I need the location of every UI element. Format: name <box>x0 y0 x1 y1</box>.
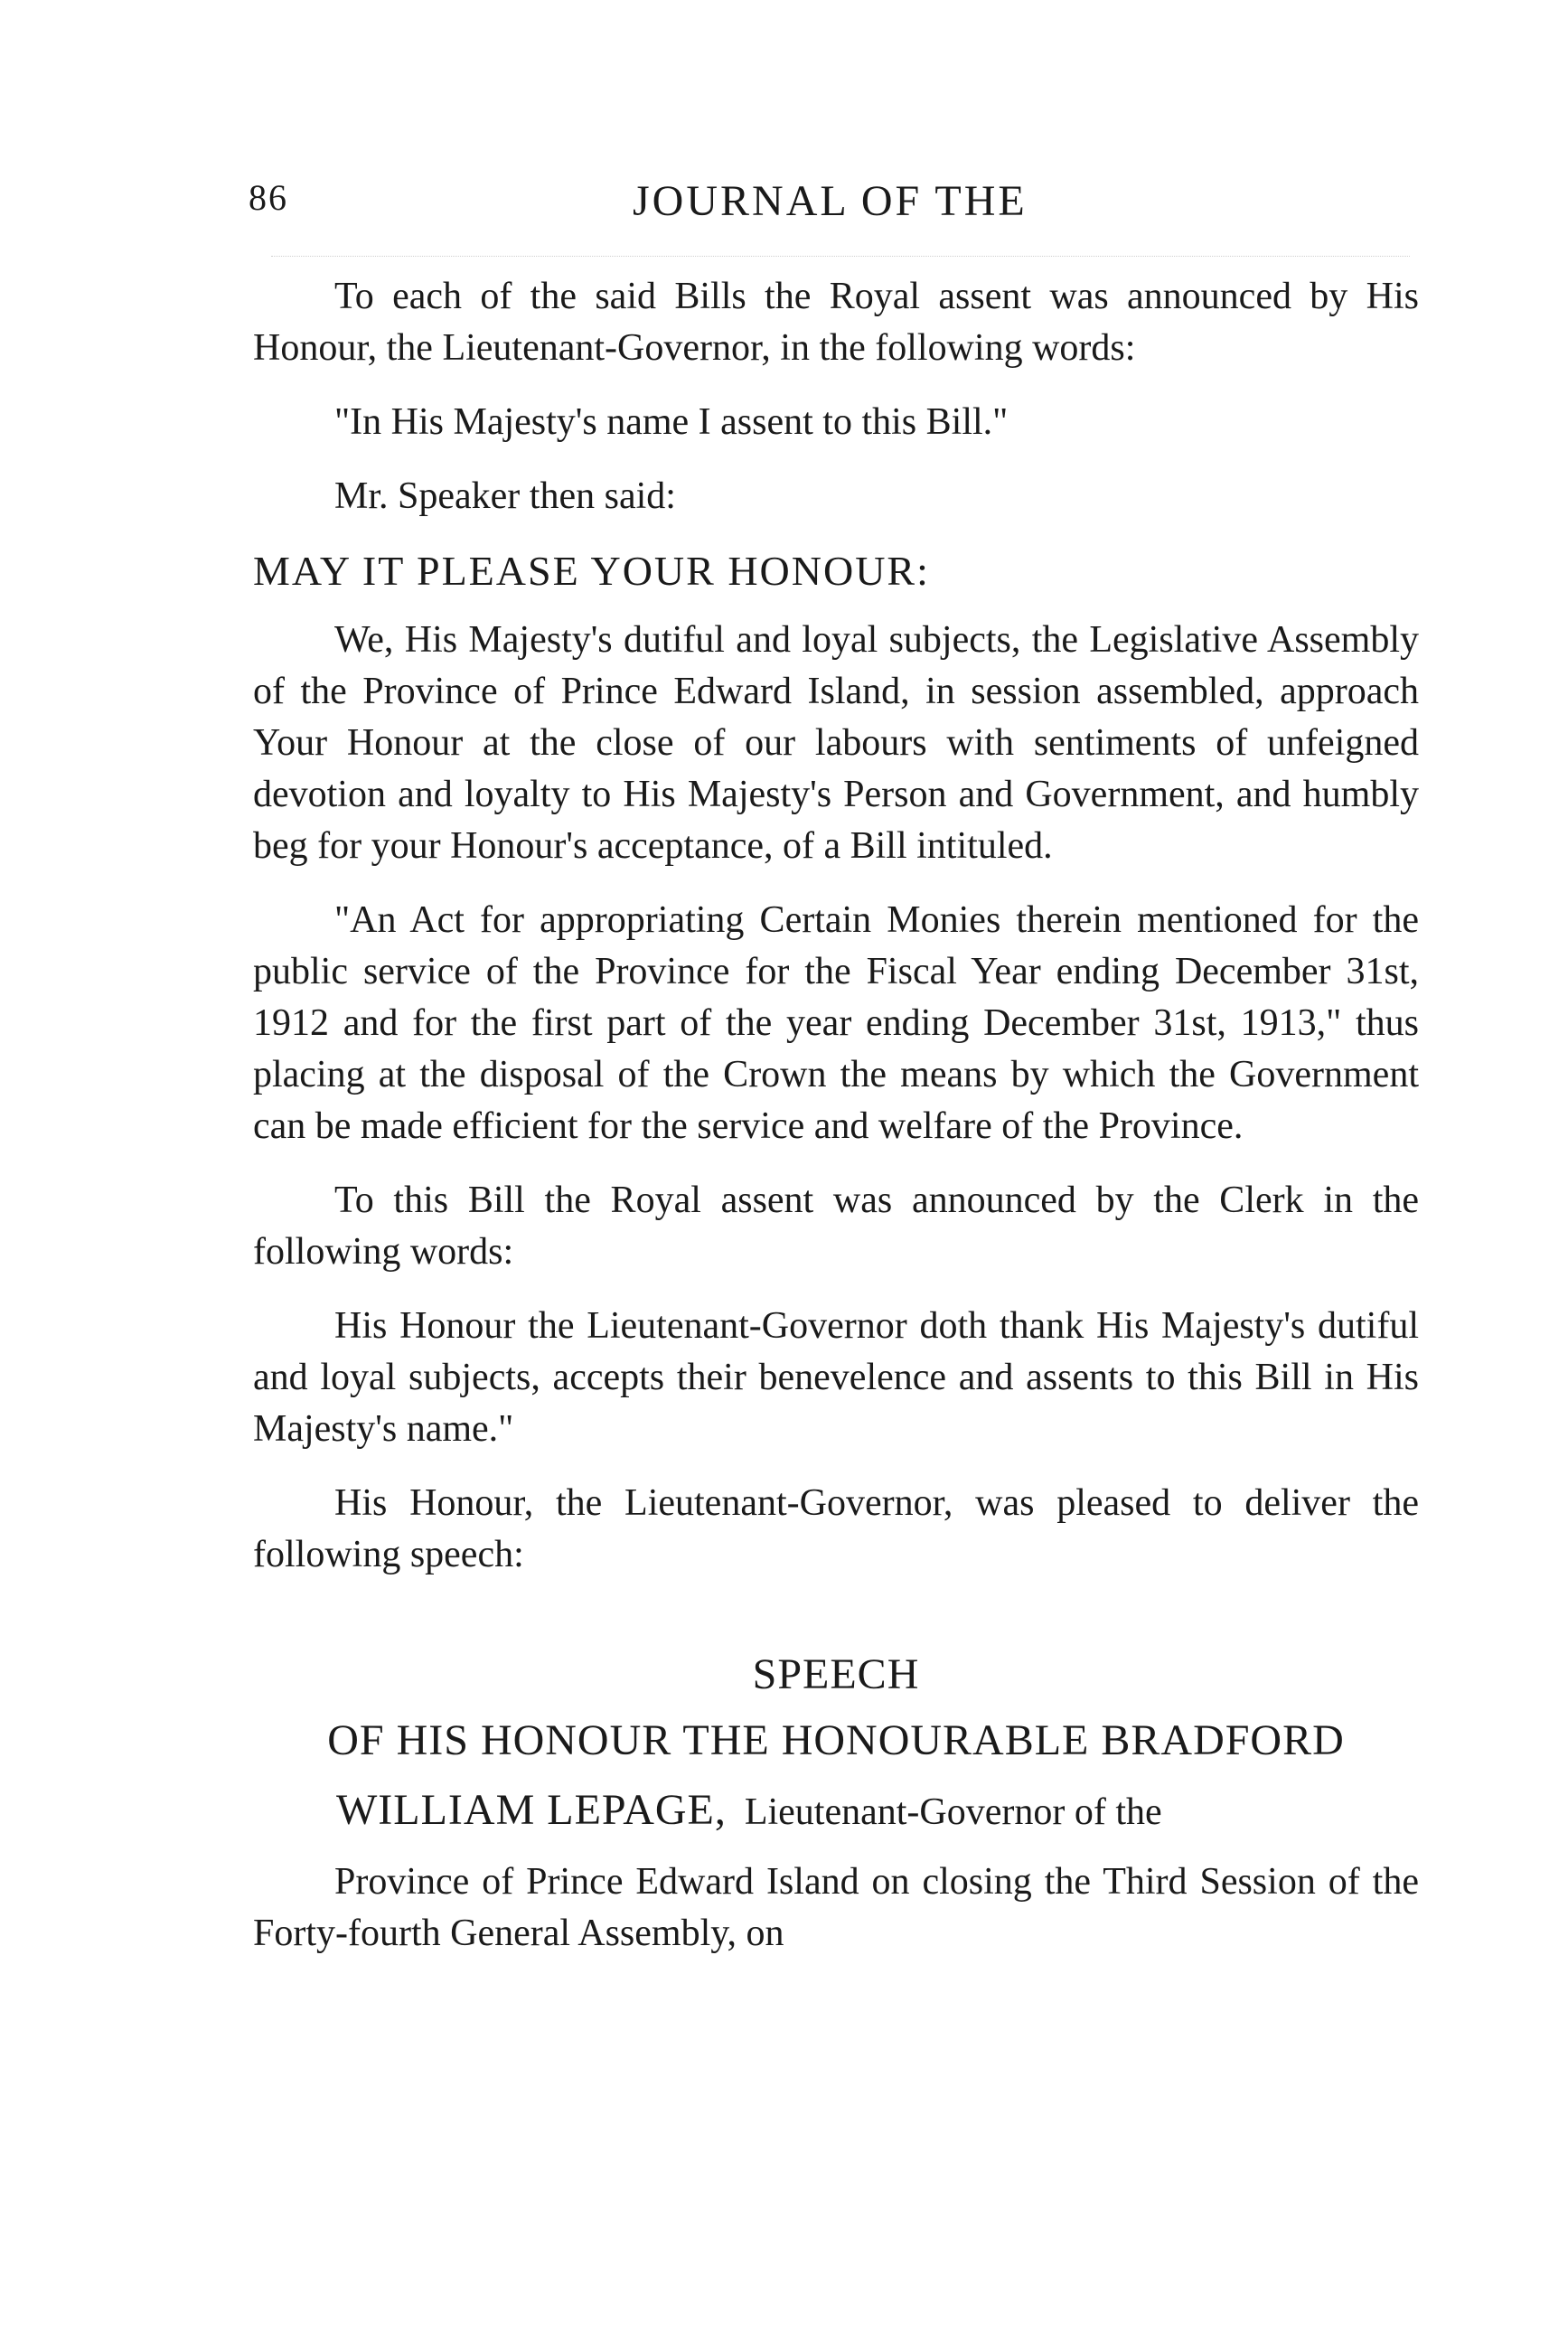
paragraph-address: We, His Majesty's dutiful and loyal subjects, the Legislative Assembly of the Province of Prince Edward Island, in session assembled, approach Your Honour at the close of our labours with sentiments of unfeigned devotion and loyalty to His Majesty's Person and Government, and humbly beg for your Honour's acceptance, of a Bill intituled. <box>253 619 1419 867</box>
speech-continuation: Province of Prince Edward Island on closing the Third Session of the Forty-fourth General Assembly, on <box>253 1861 1419 1954</box>
paragraph-speaker-said: Mr. Speaker then said: <box>334 475 676 517</box>
paragraph-assent-words: "In His Majesty's name I assent to this Bill." <box>334 401 1009 443</box>
paragraph-act-title: "An Act for appropriating Certain Monies therein mentioned for the public service of the Province for the Fiscal Year ending December 31st, 1912 and for the first part of the year ending December 31st, 1913," thus placing at the disposal of the Crown the means by which the Government can be made efficient for the service and welfare of the Province. <box>253 899 1419 1147</box>
address-heading: MAY IT PLEASE YOUR HONOUR: <box>253 548 930 594</box>
speech-title: SPEECH <box>752 1650 920 1698</box>
paragraph-governor-thanks: His Honour the Lieutenant-Governor doth thank His Majesty's dutiful and loyal subjects, accepts their benevelence and assents to this Bill in His Majesty's name." <box>253 1305 1419 1450</box>
header-rule <box>271 256 1410 257</box>
body-text <box>253 271 1419 1982</box>
paragraph-clerk-announcement: To this Bill the Royal assent was announced by the Clerk in the following words: <box>253 1180 1419 1273</box>
paragraph-royal-assent: To each of the said Bills the Royal assent was announced by His Honour, the Lieutenant-Governor, in the following words: <box>253 276 1419 369</box>
speech-name-line <box>253 1784 1419 1838</box>
speech-subtitle: OF HIS HONOUR THE HONOURABLE BRADFORD <box>327 1716 1345 1764</box>
speech-name-rest: Lieutenant-Governor of the <box>744 1791 1162 1833</box>
speech-name: WILLIAM LEPAGE, <box>336 1786 727 1834</box>
paragraph-speech-intro: His Honour, the Lieutenant-Governor, was pleased to deliver the following speech: <box>253 1482 1419 1575</box>
page-number: 86 <box>249 177 288 218</box>
running-head: JOURNAL OF THE <box>633 177 1028 225</box>
page-header <box>249 176 1414 240</box>
